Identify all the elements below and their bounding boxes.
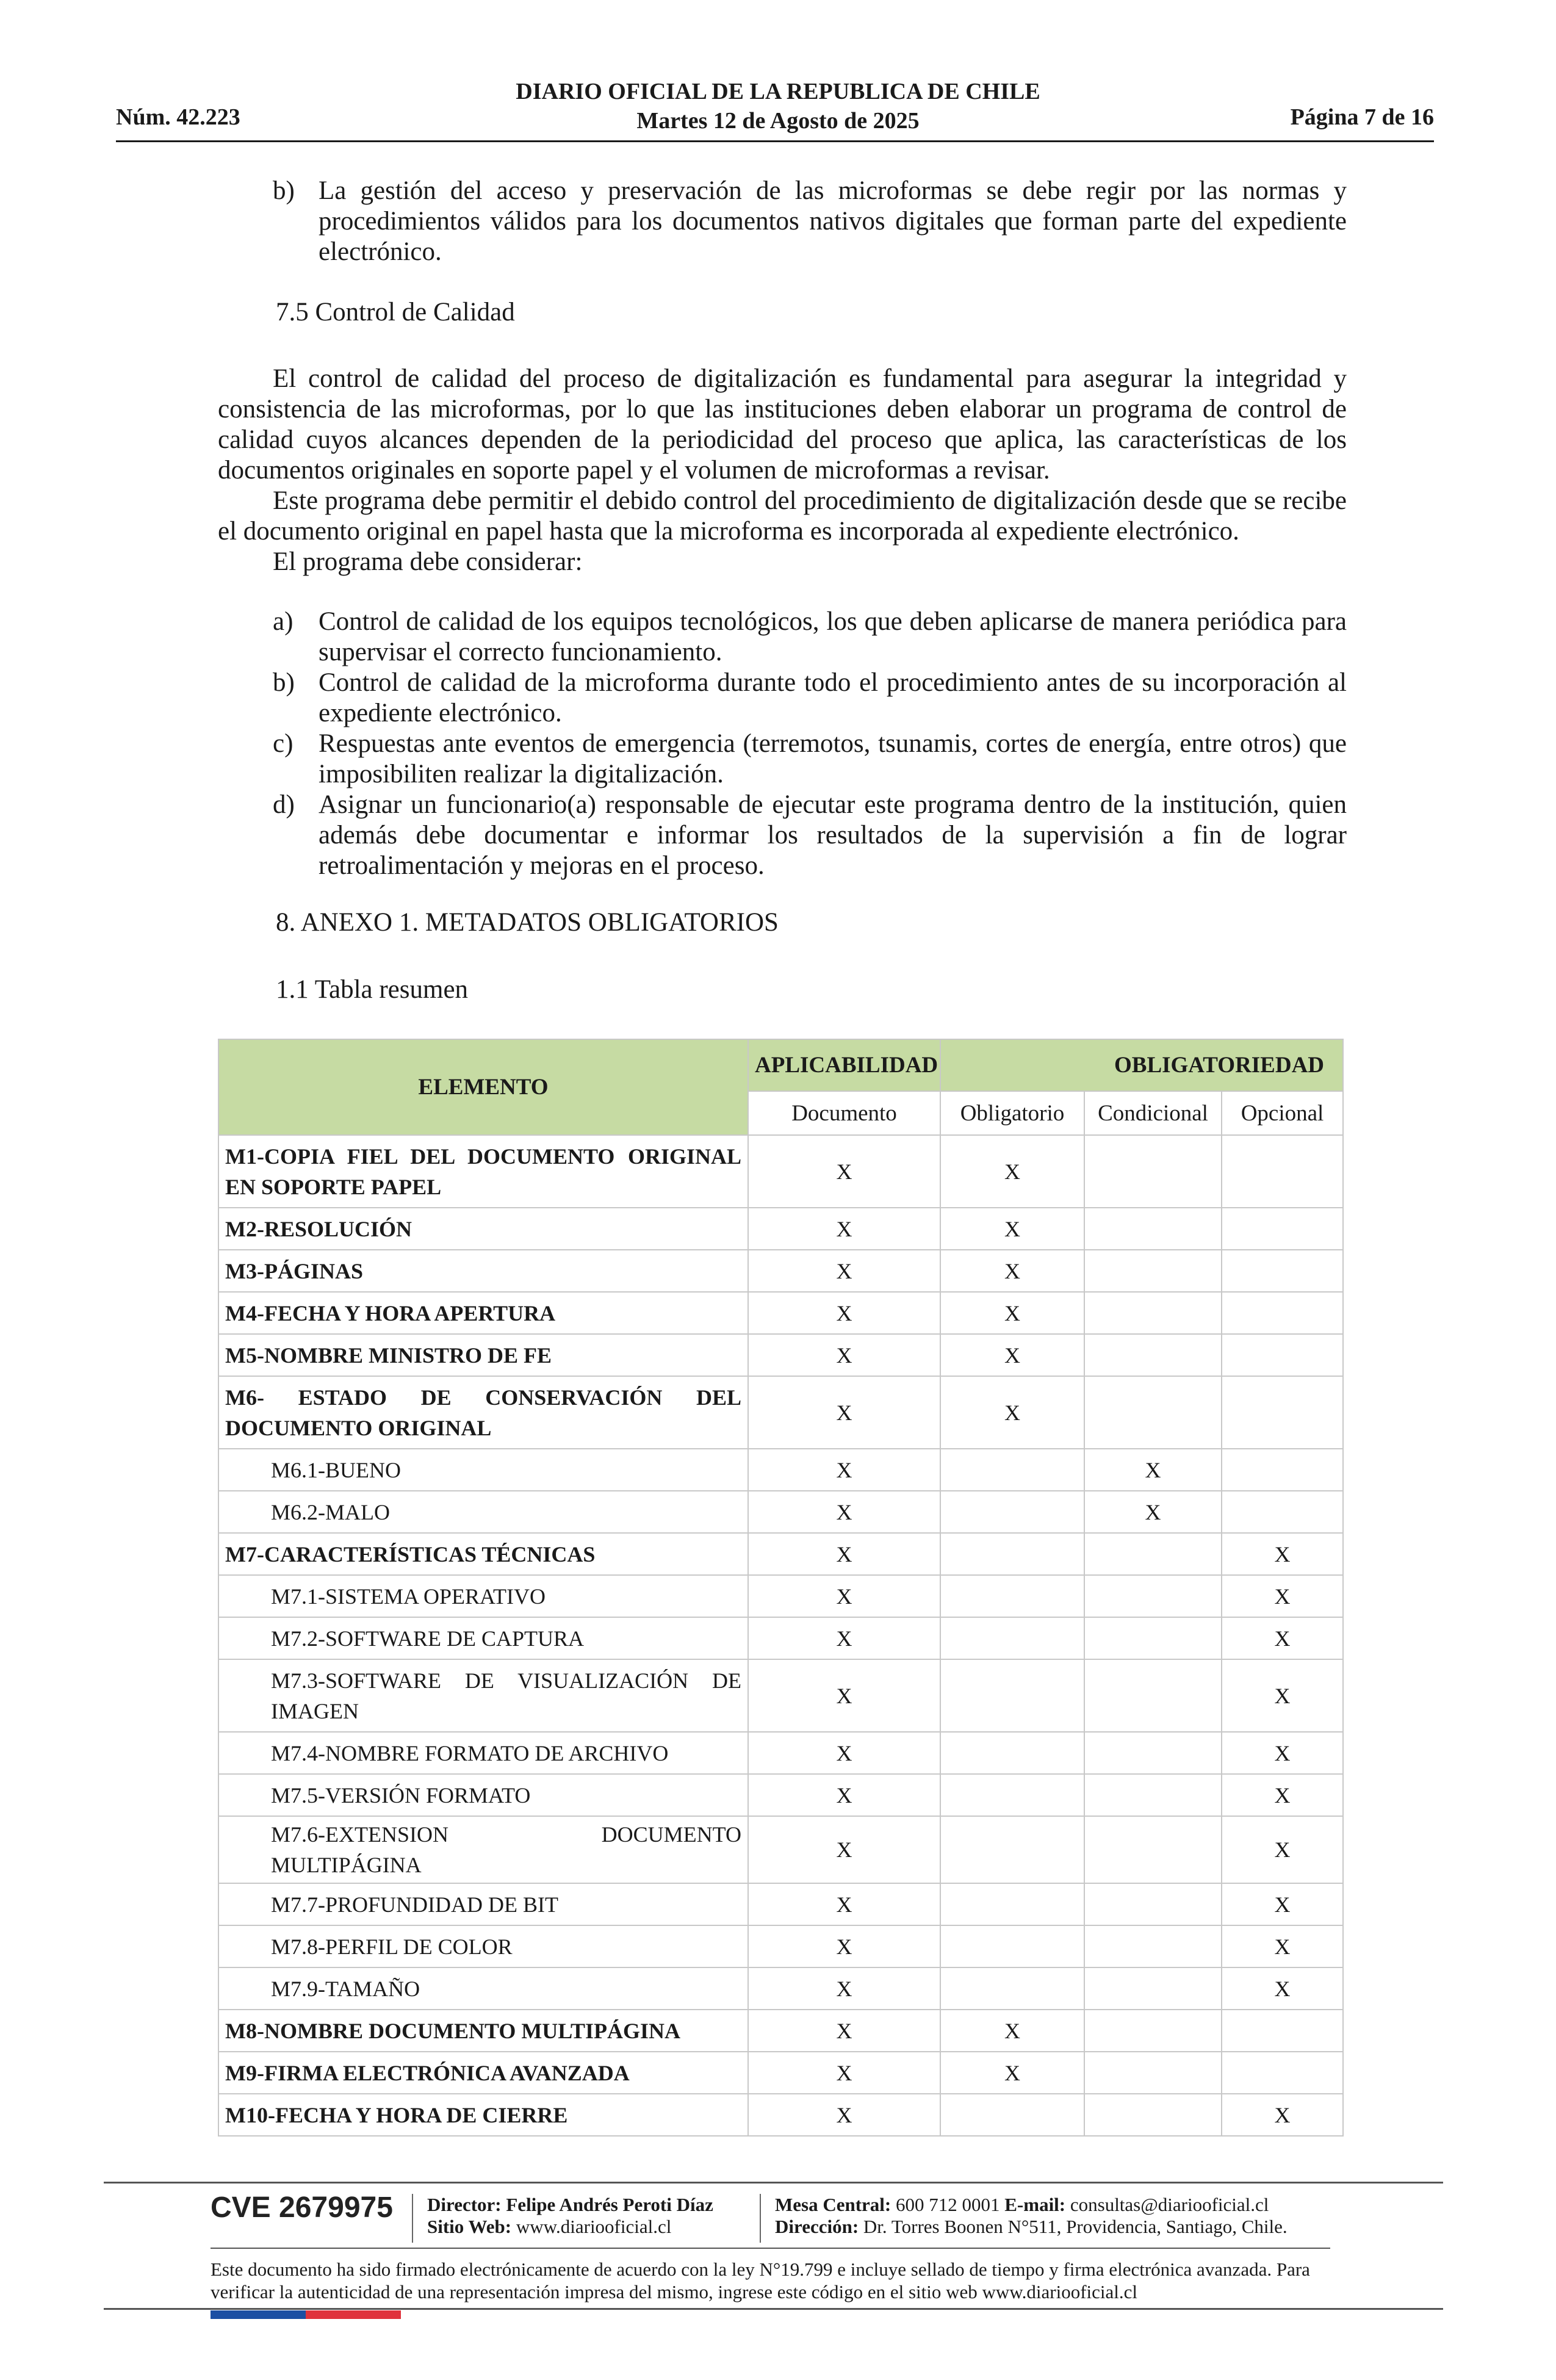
condicional-mark <box>1084 1659 1222 1732</box>
list-item-label: b) <box>273 176 295 205</box>
condicional-mark <box>1084 2052 1222 2094</box>
condicional-mark <box>1084 2010 1222 2052</box>
element-name-cell: M7.9-TAMAÑO <box>218 1967 748 2010</box>
element-name-cell: M6- ESTADO DE CONSERVACIÓN DEL DOCUMENTO ORIGINAL <box>218 1376 748 1449</box>
table-row <box>218 1376 1343 1449</box>
obligatorio-mark: X <box>940 1334 1084 1376</box>
subheader-obligatorio: Obligatorio <box>940 1091 1084 1135</box>
opcional-mark: X <box>1222 1659 1343 1732</box>
list-item-a <box>273 607 1347 668</box>
table-body <box>218 1135 1343 2136</box>
opcional-mark <box>1222 1135 1343 1208</box>
table-row <box>218 1883 1343 1925</box>
documento-mark: X <box>748 2010 940 2052</box>
element-name-cell: M7.1-SISTEMA OPERATIVO <box>218 1575 748 1617</box>
obligatorio-mark: X <box>940 1376 1084 1449</box>
element-name-cell: M8-NOMBRE DOCUMENTO MULTIPÁGINA <box>218 2010 748 2052</box>
obligatorio-mark <box>940 1967 1084 2010</box>
condicional-mark: X <box>1084 1449 1222 1491</box>
col-header-obligatoriedad: OBLIGATORIEDAD <box>940 1039 1343 1091</box>
table-row <box>218 1732 1343 1774</box>
condicional-mark <box>1084 1883 1222 1925</box>
address-value: Dr. Torres Boonen N°511, Providencia, Santiago, Chile. <box>863 2216 1288 2237</box>
list-item-text: Control de calidad de la microforma durante todo el procedimiento antes de su incorporación al expediente electrónico. <box>319 668 1347 727</box>
element-name-cell: M7.8-PERFIL DE COLOR <box>218 1925 748 1967</box>
condicional-mark <box>1084 1774 1222 1816</box>
opcional-mark: X <box>1222 1617 1343 1659</box>
element-name-cell: M7.6-EXTENSION DOCUMENTO MULTIPÁGINA <box>218 1816 748 1883</box>
element-name-cell: M5-NOMBRE MINISTRO DE FE <box>218 1334 748 1376</box>
documento-mark: X <box>748 1732 940 1774</box>
opcional-mark <box>1222 2010 1343 2052</box>
website-label: Sitio Web: <box>427 2216 512 2237</box>
section-heading-7-5: 7.5 Control de Calidad <box>276 298 515 326</box>
email-label: E-mail: <box>1004 2194 1066 2215</box>
documento-mark: X <box>748 1334 940 1376</box>
obligatorio-mark <box>940 1732 1084 1774</box>
opcional-mark: X <box>1222 1533 1343 1575</box>
element-name-cell: M7.7-PROFUNDIDAD DE BIT <box>218 1883 748 1925</box>
obligatorio-mark <box>940 1449 1084 1491</box>
flag-stripe-red <box>306 2310 401 2319</box>
obligatorio-mark <box>940 1617 1084 1659</box>
table-row <box>218 1449 1343 1491</box>
element-name-cell: M7-CARACTERÍSTICAS TÉCNICAS <box>218 1533 748 1575</box>
element-name-cell: M3-PÁGINAS <box>218 1250 748 1292</box>
condicional-mark <box>1084 1135 1222 1208</box>
opcional-mark <box>1222 1208 1343 1250</box>
cve-code: CVE 2679975 <box>211 2191 393 2224</box>
list-item-text: Asignar un funcionario(a) responsable de ejecutar este programa dentro de la institución, quien además debe documentar e informar los resultados de la supervisión a fin de lograr retroalimentación y mejoras en el proceso. <box>319 790 1347 880</box>
obligatorio-mark <box>940 1659 1084 1732</box>
obligatorio-mark <box>940 1575 1084 1617</box>
table-row <box>218 1533 1343 1575</box>
documento-mark: X <box>748 1135 940 1208</box>
condicional-mark <box>1084 1250 1222 1292</box>
obligatorio-mark <box>940 1774 1084 1816</box>
opcional-mark: X <box>1222 1883 1343 1925</box>
publication-date: Martes 12 de Agosto de 2025 <box>636 108 920 134</box>
opcional-mark: X <box>1222 1967 1343 2010</box>
mesa-label: Mesa Central: <box>775 2194 891 2215</box>
element-name-cell: M7.2-SOFTWARE DE CAPTURA <box>218 1617 748 1659</box>
table-row <box>218 1292 1343 1334</box>
opcional-mark: X <box>1222 1774 1343 1816</box>
documento-mark: X <box>748 1292 940 1334</box>
obligatorio-mark: X <box>940 2010 1084 2052</box>
obligatorio-mark <box>940 1883 1084 1925</box>
obligatorio-mark <box>940 1816 1084 1883</box>
documento-mark: X <box>748 2052 940 2094</box>
list-item-d <box>273 790 1347 881</box>
page-number: Página 7 de 16 <box>1290 104 1434 130</box>
table-row <box>218 2010 1343 2052</box>
opcional-mark: X <box>1222 1925 1343 1967</box>
condicional-mark <box>1084 1208 1222 1250</box>
director-name: Felipe Andrés Peroti Díaz <box>506 2194 713 2215</box>
condicional-mark <box>1084 1967 1222 2010</box>
documento-mark: X <box>748 2094 940 2136</box>
footer-separator <box>760 2194 761 2243</box>
condicional-mark <box>1084 1292 1222 1334</box>
table-row <box>218 1250 1343 1292</box>
list-item-text: Control de calidad de los equipos tecnológicos, los que deben aplicarse de manera periódica para supervisar el correcto funcionamiento. <box>319 607 1347 666</box>
website-link[interactable]: www.diariooficial.cl <box>516 2216 672 2237</box>
footer-bottom-rule <box>104 2308 1443 2310</box>
documento-mark: X <box>748 1533 940 1575</box>
documento-mark: X <box>748 1925 940 1967</box>
opcional-mark <box>1222 1491 1343 1533</box>
condicional-mark <box>1084 2094 1222 2136</box>
list-item-label: b) <box>273 668 295 697</box>
opcional-mark: X <box>1222 2094 1343 2136</box>
documento-mark: X <box>748 1883 940 1925</box>
email-link[interactable]: consultas@diariooficial.cl <box>1070 2194 1269 2215</box>
opcional-mark <box>1222 1449 1343 1491</box>
opcional-mark: X <box>1222 1816 1343 1883</box>
opcional-mark <box>1222 1376 1343 1449</box>
table-row <box>218 1208 1343 1250</box>
table-row <box>218 2052 1343 2094</box>
table-header-row <box>218 1039 1343 1091</box>
opcional-mark <box>1222 1334 1343 1376</box>
footer-separator <box>412 2194 413 2243</box>
opcional-mark <box>1222 1250 1343 1292</box>
annex-heading: 8. ANEXO 1. METADATOS OBLIGATORIOS <box>276 908 779 937</box>
documento-mark: X <box>748 1491 940 1533</box>
list-item-label: c) <box>273 729 294 758</box>
list-item-c <box>273 729 1347 790</box>
element-name-cell: M7.4-NOMBRE FORMATO DE ARCHIVO <box>218 1732 748 1774</box>
flag-stripe-blue <box>211 2310 306 2319</box>
footer-director-block <box>427 2194 713 2238</box>
annex-subheading: 1.1 Tabla resumen <box>276 975 469 1004</box>
paragraph-program: Este programa debe permitir el debido control del procedimiento de digitalización desde que se recibe el documento original en papel hasta que la microforma es incorporada al expediente electrónico. <box>218 486 1347 546</box>
opcional-mark: X <box>1222 1575 1343 1617</box>
documento-mark: X <box>748 1208 940 1250</box>
list-item-text: Respuestas ante eventos de emergencia (terremotos, tsunamis, cortes de energía, entre otros) que imposibiliten realizar la digitalización. <box>319 729 1347 788</box>
header-divider <box>116 140 1434 142</box>
footer-legal-notice: Este documento ha sido firmado electrónicamente de acuerdo con la ley N°19.799 e incluye sellado de tiempo y firma electrónica avanzada. Para verificar la autenticidad de una representación impresa del mismo, ingrese este código en el sitio web www.diariooficial.cl <box>211 2259 1310 2302</box>
opcional-mark <box>1222 1292 1343 1334</box>
subheader-opcional: Opcional <box>1222 1091 1343 1135</box>
opcional-mark: X <box>1222 1732 1343 1774</box>
table-row <box>218 1967 1343 2010</box>
documento-mark: X <box>748 1617 940 1659</box>
obligatorio-mark <box>940 1533 1084 1575</box>
col-header-elemento: ELEMENTO <box>218 1039 748 1135</box>
documento-mark: X <box>748 1449 940 1491</box>
obligatorio-mark: X <box>940 1135 1084 1208</box>
col-header-aplicabilidad: APLICABILIDAD <box>748 1039 940 1091</box>
condicional-mark <box>1084 1533 1222 1575</box>
table-row <box>218 1491 1343 1533</box>
documento-mark: X <box>748 1575 940 1617</box>
publication-title: DIARIO OFICIAL DE LA REPUBLICA DE CHILE <box>516 79 1040 104</box>
condicional-mark <box>1084 1732 1222 1774</box>
table-row <box>218 1575 1343 1617</box>
element-name-cell: M4-FECHA Y HORA APERTURA <box>218 1292 748 1334</box>
condicional-mark <box>1084 1575 1222 1617</box>
issue-number: Núm. 42.223 <box>116 104 240 130</box>
obligatorio-mark <box>940 1491 1084 1533</box>
element-name-cell: M7.3-SOFTWARE DE VISUALIZACIÓN DE IMAGEN <box>218 1659 748 1732</box>
obligatorio-mark: X <box>940 1292 1084 1334</box>
element-name-cell: M10-FECHA Y HORA DE CIERRE <box>218 2094 748 2136</box>
documento-mark: X <box>748 1774 940 1816</box>
element-name-cell: M2-RESOLUCIÓN <box>218 1208 748 1250</box>
condicional-mark <box>1084 1816 1222 1883</box>
element-name-cell: M6.1-BUENO <box>218 1449 748 1491</box>
table-row <box>218 1816 1343 1883</box>
condicional-mark <box>1084 1617 1222 1659</box>
director-label: Director: <box>427 2194 502 2215</box>
list-item-label: d) <box>273 790 295 819</box>
table-row <box>218 1135 1343 1208</box>
metadata-summary-table <box>218 1039 1344 2137</box>
paragraph-program-consider: El programa debe considerar: <box>273 547 583 576</box>
footer-mid-rule <box>211 2248 1330 2249</box>
mesa-phone: 600 712 0001 <box>896 2194 1000 2215</box>
opcional-mark <box>1222 2052 1343 2094</box>
element-name-cell: M1-COPIA FIEL DEL DOCUMENTO ORIGINAL EN SOPORTE PAPEL <box>218 1135 748 1208</box>
subheader-documento: Documento <box>748 1091 940 1135</box>
footer-contact-block <box>775 2194 1288 2238</box>
documento-mark: X <box>748 1376 940 1449</box>
element-name-cell: M9-FIRMA ELECTRÓNICA AVANZADA <box>218 2052 748 2094</box>
element-name-cell: M6.2-MALO <box>218 1491 748 1533</box>
condicional-mark <box>1084 1376 1222 1449</box>
documento-mark: X <box>748 1250 940 1292</box>
table-row <box>218 1774 1343 1816</box>
table-row <box>218 1659 1343 1732</box>
table-row <box>218 1617 1343 1659</box>
footer-top-rule <box>104 2182 1443 2183</box>
obligatorio-mark: X <box>940 1250 1084 1292</box>
subheader-condicional: Condicional <box>1084 1091 1222 1135</box>
obligatorio-mark <box>940 1925 1084 1967</box>
table-row <box>218 1334 1343 1376</box>
paragraph-quality-control: El control de calidad del proceso de digitalización es fundamental para asegurar la integridad y consistencia de las microformas, por lo que las instituciones deben elaborar un programa de control de calidad cuyos alcances dependen de la periodicidad del proceso que aplica, las características de los documentos originales en soporte papel y el volumen de microformas a revisar. <box>218 364 1347 485</box>
table-row <box>218 1925 1343 1967</box>
list-item-b <box>273 668 1347 729</box>
obligatorio-mark <box>940 2094 1084 2136</box>
list-item-text: La gestión del acceso y preservación de las microformas se debe regir por las normas y procedimientos válidos para los documentos nativos digitales que forman parte del expediente electrónico. <box>319 176 1347 266</box>
condicional-mark: X <box>1084 1491 1222 1533</box>
documento-mark: X <box>748 1816 940 1883</box>
list-item-intro-b <box>273 176 1347 267</box>
table-row <box>218 2094 1343 2136</box>
element-name-cell: M7.5-VERSIÓN FORMATO <box>218 1774 748 1816</box>
condicional-mark <box>1084 1334 1222 1376</box>
list-item-label: a) <box>273 607 294 636</box>
address-label: Dirección: <box>775 2216 859 2237</box>
documento-mark: X <box>748 1967 940 2010</box>
documento-mark: X <box>748 1659 940 1732</box>
condicional-mark <box>1084 1925 1222 1967</box>
obligatorio-mark: X <box>940 1208 1084 1250</box>
obligatorio-mark: X <box>940 2052 1084 2094</box>
